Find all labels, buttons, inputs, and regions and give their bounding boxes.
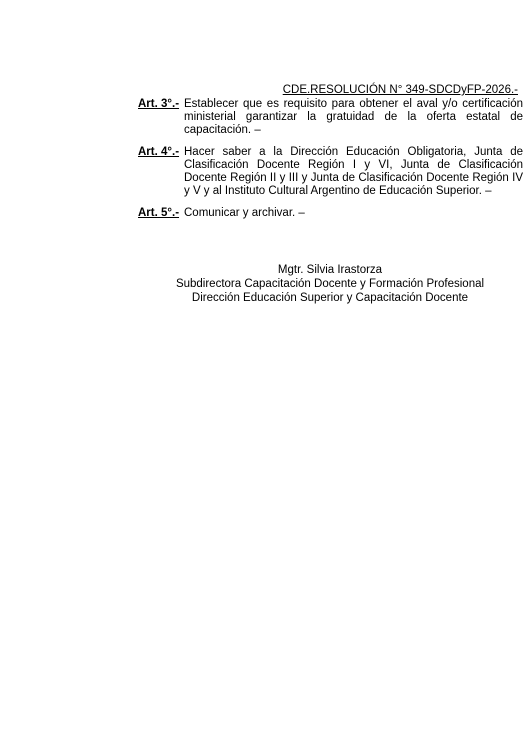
article-text: Comunicar y archivar. –	[184, 207, 305, 219]
article-text: Hacer saber a la Dirección Educación Obligatoria, Junta de Clasificación Docente Región I y VI, Junta de Clasificación Docente Región II y III y Junta de Clasificación Docente Región IV y V y al Instituto Cultural Argentino de Educación Superior. –	[184, 146, 523, 197]
article-label: Art. 3°.-	[138, 98, 180, 110]
article-label: Art. 4°.-	[138, 146, 180, 158]
signatory-name: Mgtr. Silvia Irastorza	[277, 264, 383, 276]
signature-block	[150, 263, 510, 305]
signatory-department: Dirección Educación Superior y Capacitación Docente	[191, 292, 469, 304]
signatory-title: Subdirectora Capacitación Docente y Formación Profesional	[175, 278, 485, 290]
article-text: Establecer que es requisito para obtener el aval y/o certificación ministerial garantizar la gratuidad de la oferta estatal de capacitación. –	[184, 98, 523, 136]
article-label: Art. 5°.-	[138, 207, 180, 219]
article-4	[138, 146, 523, 198]
article-3	[138, 98, 523, 137]
article-5	[138, 207, 523, 220]
resolution-reference: CDE.RESOLUCIÓN N° 349-SDCDyFP-2026.-	[282, 84, 518, 96]
